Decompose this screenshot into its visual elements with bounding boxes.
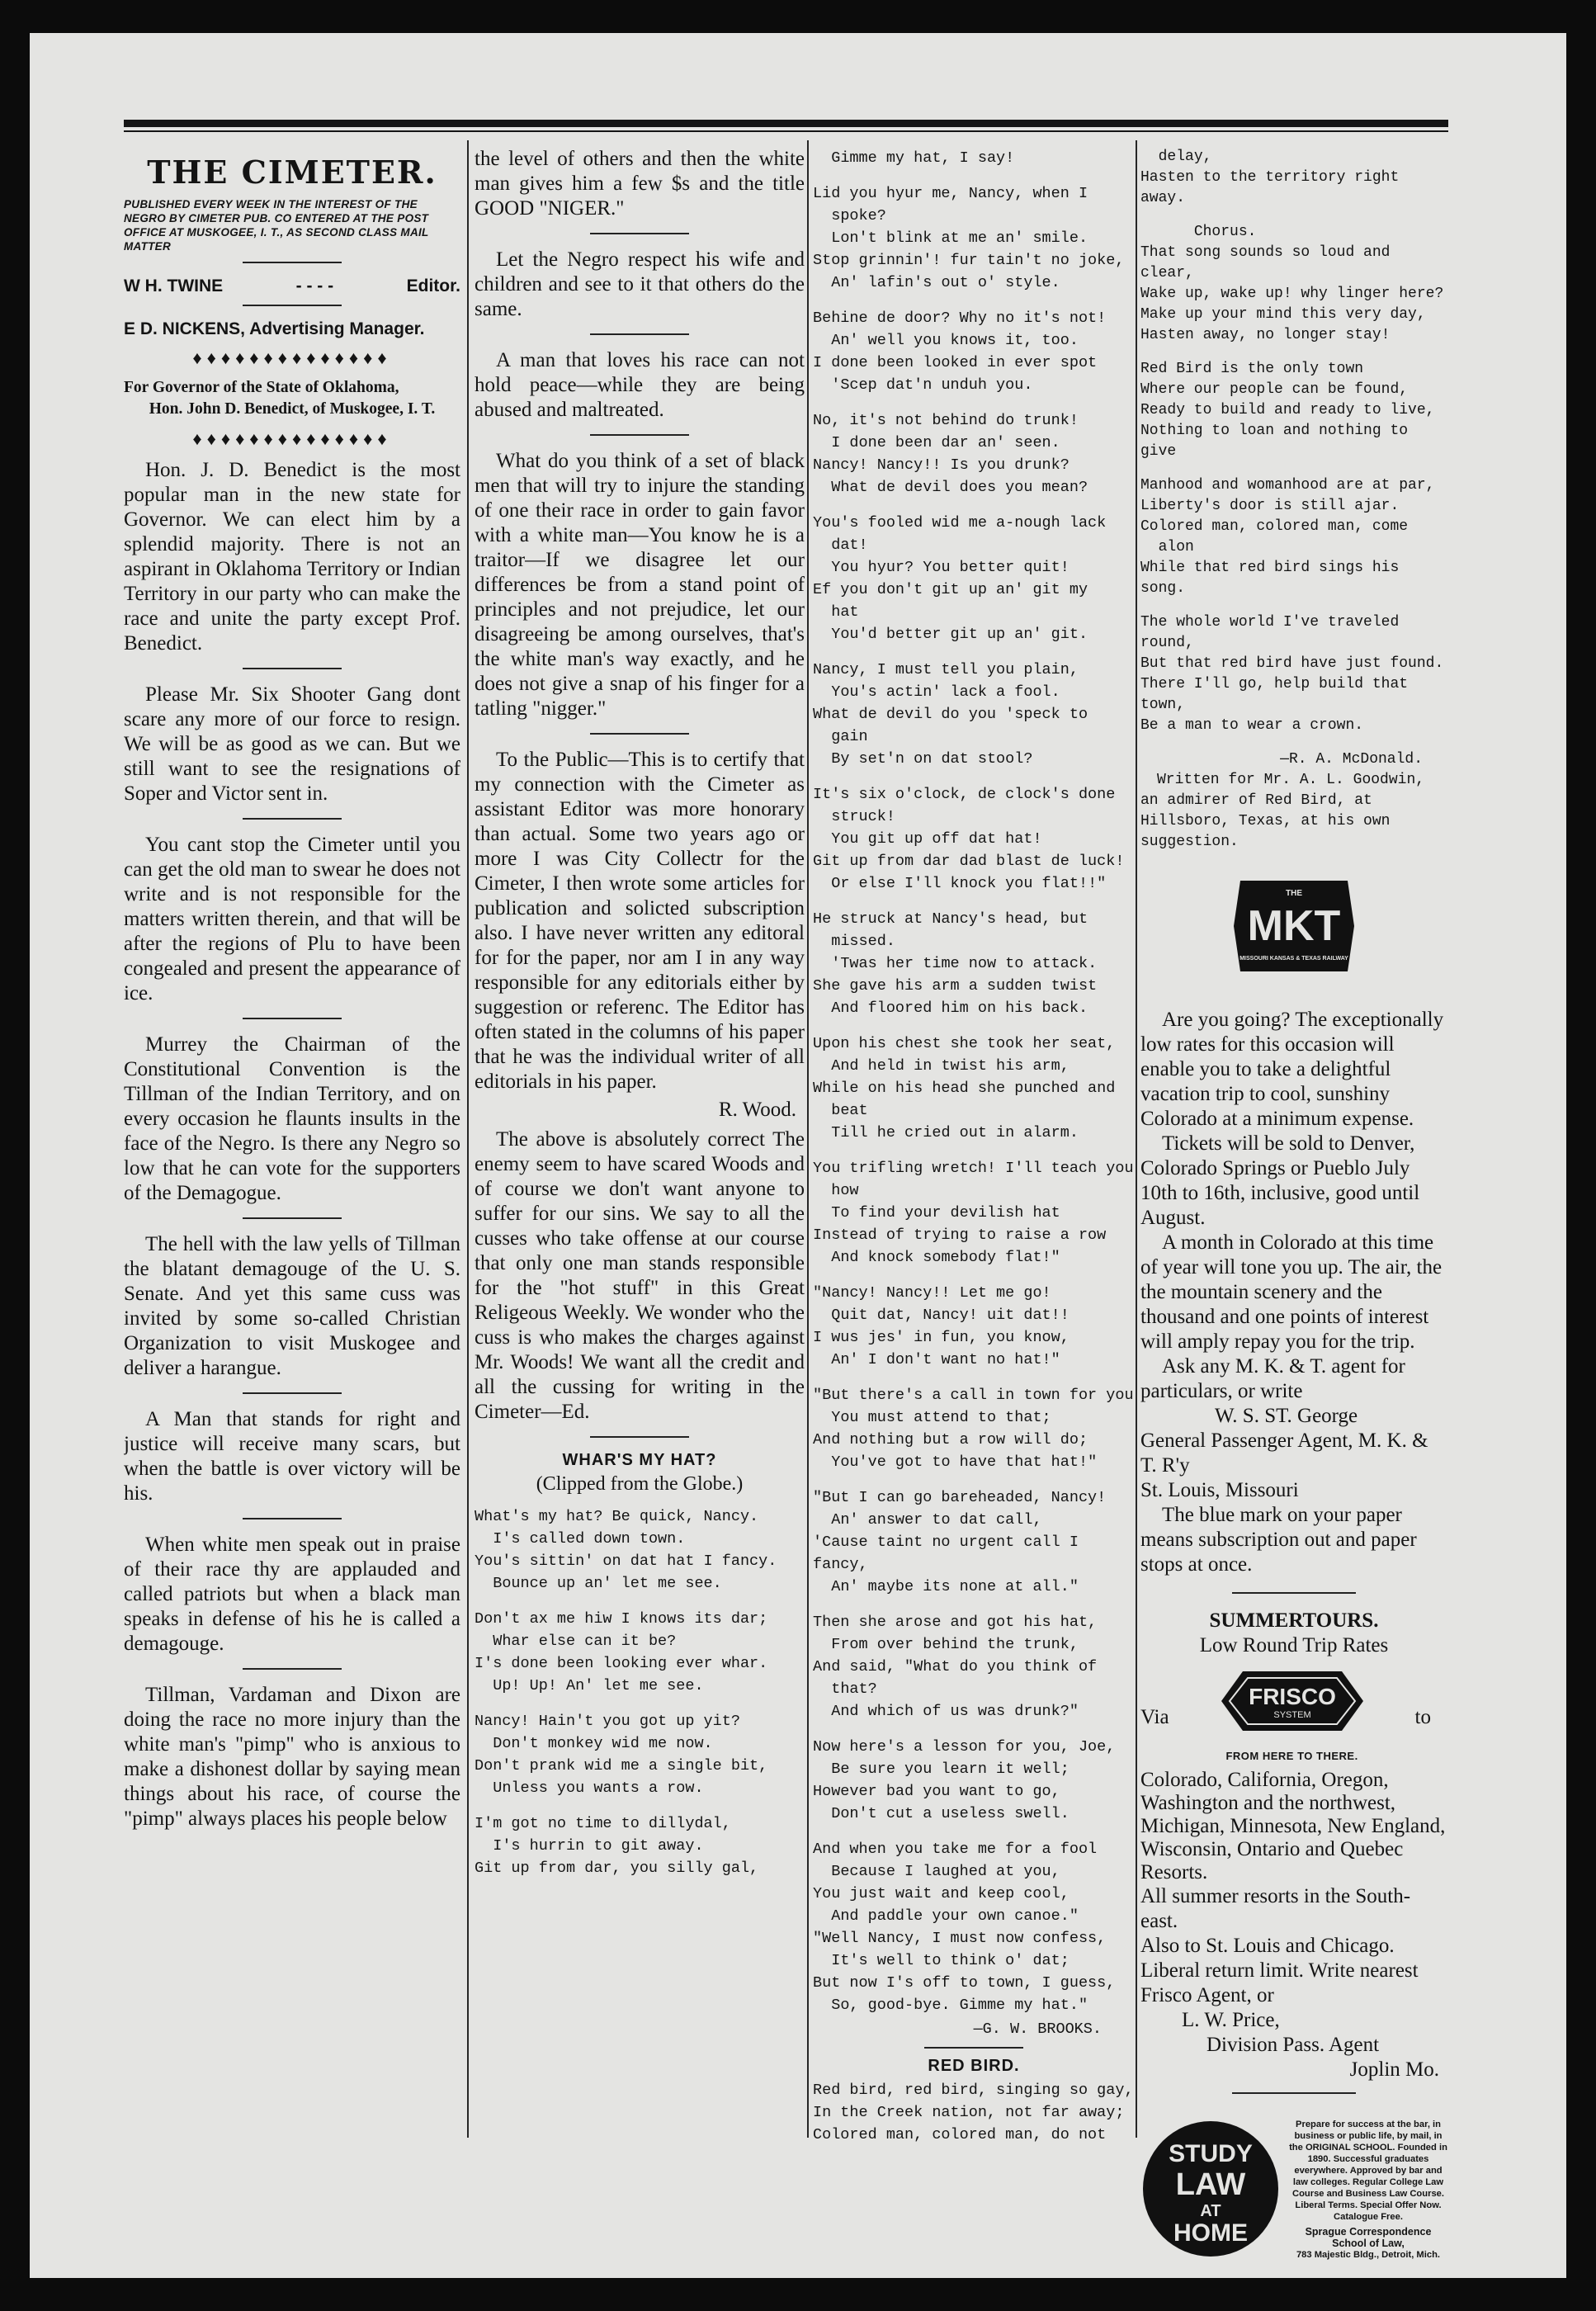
editorial-column <box>124 458 460 1831</box>
frisco-logo-system: SYSTEM <box>1273 1710 1311 1720</box>
poem-stanza: You's fooled wid me a-nough lack dat! You hyur? You better quit! Ef you don't git up an' git my hat You'd better git up an' git. <box>813 514 1107 643</box>
study-logo-line: AT <box>1200 2202 1221 2220</box>
mkt-ad-paragraph: Are you going? The exceptionally low rates for this occasion will enable you to take a delightful vacation trip to cool, sunshiny Colorado at a minimum expense. <box>1140 1009 1444 1130</box>
editor-line <box>124 276 460 296</box>
poem-text <box>813 2079 1135 2146</box>
mkt-contact: W. S. ST. George <box>1215 1405 1358 1427</box>
masthead-title: THE CIMETER. <box>147 154 437 191</box>
frisco-logo-text: FRISCO <box>1248 1684 1336 1709</box>
top-rule-thin <box>124 130 1448 132</box>
mkt-ad-paragraph: Ask any M. K. & T. agent for particulars, or write <box>1140 1355 1405 1402</box>
ad-manager: E D. NICKENS, Advertising Manager. <box>124 319 425 338</box>
editor-dots: - - - - <box>295 276 334 295</box>
ad-manager-line <box>124 319 460 339</box>
column-1 <box>124 147 460 2261</box>
governor-line: For Governor of the State of Oklahoma, <box>124 379 399 396</box>
frisco-tagline: FROM HERE TO THERE. <box>1225 1750 1358 1762</box>
poem-stanza: Manhood and womanhood are at par, Liberty's door is still ajar. Colored man, colored man, come alon While that red bird sings his song. <box>1140 477 1435 597</box>
frisco-line: All summer resorts in the South-east. <box>1140 1885 1411 1932</box>
editorial-continuation: the level of others and then the white man gives him a few $s and the title GOOD "NIGER." <box>475 148 805 220</box>
study-law-logo-icon <box>1140 2119 1281 2259</box>
frisco-line: Liberal return limit. Write nearest Frisco Agent, or <box>1140 1959 1419 2006</box>
mkt-contact-title: General Passenger Agent, M. K. & T. R'y <box>1140 1430 1428 1477</box>
diamond-row: ♦♦♦♦♦♦♦♦♦♦♦♦♦♦ <box>192 428 392 449</box>
poem-stanza: No, it's not behind do trunk! I done been dar an' seen. Nancy! Nancy!! Is you drunk? What de devil does you mean? <box>813 412 1088 496</box>
poem-stanza: Behine de door? Why no it's not! An' well you knows it, too. I done been looked in ever spot 'Scep dat'n unduh you. <box>813 310 1107 394</box>
governor-name: Hon. John D. Benedict, of Muskogee, I. T. <box>149 400 436 418</box>
poem-stanza: And when you take me for a fool Because I laughed at you, You just wait and keep cool, And paddle your own canoe." "Well Nancy, I must now confess, It's well to think o' dat; But now I's off to town, I guess, So, good-bye. Gimme my hat." <box>813 1841 1116 2014</box>
divider <box>590 1436 689 1438</box>
divider <box>243 1392 342 1394</box>
poem-stanza: Lid you hyur me, Nancy, when I spoke? Lon't blink at me an' smile. Stop grinnin'! fur tain't no joke, An' lafin's out o' style. <box>813 185 1125 291</box>
mkt-logo-bottom: MISSOURI KANSAS & TEXAS RAILWAY <box>1239 956 1348 962</box>
column-separator <box>467 140 469 2138</box>
frisco-logo-row <box>1140 1666 1447 1769</box>
study-logo-line: HOME <box>1173 2219 1248 2247</box>
divider <box>590 333 689 335</box>
poem-stanza: "But there's a call in town for you You must attend to that; And nothing but a row will do; You've got to have that hat!" <box>813 1387 1134 1471</box>
mkt-logo-top: THE <box>1286 889 1302 898</box>
editorial-item: Let the Negro respect his wife and children and see to it that others do the same. <box>475 248 805 320</box>
editorial-item: You cant stop the Cimeter until you can get the old man to swear he does not write and is not responsible for the matters written therein, and that will be after the regions of Plu to have been congealed and present the appearance of ice. <box>124 834 460 1004</box>
summer-sub: Low Round Trip Rates <box>1199 1634 1389 1656</box>
editorial-item: Murrey the Chairman of the Constitutional Convention is the Tillman of the Indian Territory, and on every occasion he flaunts insults in the face of the Negro. Is there any Negro so low that he can vote for the supporters of the Demagogue. <box>124 1033 460 1204</box>
poem-stanza: Red bird, red bird, singing so gay, In the Creek nation, not far away; Colored man, colored man, do not <box>813 2082 1134 2143</box>
poem-text <box>475 1505 805 1879</box>
poem-stanza: Upon his chest she took her seat, And held in twist his arm, While on his head she punched and beat Till he cried out in alarm. <box>813 1035 1116 1141</box>
mkt-ad-paragraph: Tickets will be sold to Denver, Colorado Springs or Pueblo July 10th to 16th, inclusive, good until August. <box>1140 1132 1420 1229</box>
frisco-agent: L. W. Price, <box>1182 2009 1280 2031</box>
top-rule <box>124 120 1448 127</box>
frisco-ad <box>1140 1609 1447 2082</box>
poem-author: —R. A. McDonald. <box>1280 751 1423 768</box>
editorial-item: What do you think of a set of black men that will try to injure the standing of one their race in order to gain favor with a white man—You know he is a traitor—If we disagree let our differences be from a stand point of principles and not prejudice, let our disagreeing be among ourselves, that's the white man's way exactly, and he does not give a snap of his finger for a tatling "nigger." <box>475 450 805 720</box>
divider <box>243 1217 342 1219</box>
poem-stanza: Nancy! Hain't you got up yit? Don't monkey wid me now. Don't prank wid me a single bit, Unless you wants a row. <box>475 1713 768 1797</box>
poem-author: —G. W. BROOKS. <box>973 2020 1102 2038</box>
summer-title: SUMMERTOURS. <box>1209 1609 1379 1632</box>
poem-stanza: delay, Hasten to the territory right away. <box>1140 149 1400 206</box>
mkt-ad <box>1140 1008 1447 1577</box>
poem-stanza: Then she arose and got his hat, From over behind the trunk, And said, "What do you think of that? And which of us was drunk?" <box>813 1614 1098 1720</box>
poem-stanza: Gimme my hat, I say! <box>813 149 1015 167</box>
poem-stanza: I'm got no time to dillydal, I's hurrin to git away. Git up from dar, you silly gal, <box>475 1815 759 1877</box>
divider <box>924 2047 1023 2049</box>
poem-stanza: Red Bird is the only town Where our people can be found, Ready to build and ready to live, Nothing to loan and nothing to give <box>1140 361 1435 460</box>
poem-title: WHAR'S MY HAT? <box>562 1451 717 1469</box>
frisco-logo-icon <box>1218 1666 1367 1736</box>
study-law-name: Sprague Correspondence School of Law, <box>1305 2226 1432 2249</box>
editorial-item: Hon. J. D. Benedict is the most popular man in the new state for Governor. We can elect him by a splendid majority. There is not an aspirant in Oklahoma Territory or Indian Territory in our party who can make the race and unite the party except Prof. Benedict. <box>124 459 460 655</box>
poem-stanza: Don't ax me hiw I knows its dar; Whar else can it be? I's done been looking ever whar. Up! Up! An' let me see. <box>475 1610 768 1694</box>
column-3 <box>813 147 1135 2261</box>
editorial-item: A man that loves his race can not hold peace—while they are being abused and maltreated. <box>475 349 805 421</box>
editorial-item: The hell with the law yells of Tillman the blatant demagouge of the U. S. Senate. And yet this same cuss was invited by some so-called Christian Organization to visit Muskogee and deliver a harangue. <box>124 1233 460 1379</box>
column-separator <box>807 140 809 2138</box>
study-logo-line: LAW <box>1175 2167 1246 2202</box>
divider <box>590 233 689 234</box>
column-4 <box>1140 147 1447 2261</box>
poem-stanza: "But I can go bareheaded, Nancy! An' answer to dat call, 'Cause taint no urgent call I fancy, An' maybe its none at all." <box>813 1489 1107 1595</box>
masthead-note: PUBLISHED EVERY WEEK IN THE INTEREST OF THE NEGRO BY CIMETER PUB. CO ENTERED AT THE POST OFFICE AT MUSKOGEE, I. T., AS SECOND CLASS MAIL MATTER <box>124 198 429 253</box>
poem-stanza: He struck at Nancy's head, but missed. 'Twas her time now to attack. She gave his arm a sudden twist And floored him on his back. <box>813 910 1098 1017</box>
divider <box>590 733 689 735</box>
editor-name: W H. TWINE <box>124 276 224 295</box>
divider <box>243 1018 342 1019</box>
editorial-item: Please Mr. Six Shooter Gang dont scare any more of our force to resign. We will be as good as we can. But we still want to see the resignations of Soper and Victor sent in. <box>124 683 460 805</box>
study-law-ad <box>1140 2119 1447 2261</box>
frisco-city: Joplin Mo. <box>1349 2058 1439 2081</box>
study-law-text <box>1289 2119 1447 2261</box>
divider <box>243 262 342 263</box>
diamond-row: ♦♦♦♦♦♦♦♦♦♦♦♦♦♦ <box>192 347 392 368</box>
divider <box>243 1668 342 1670</box>
mkt-logo-text: MKT <box>1247 902 1341 950</box>
editorial-item: A Man that stands for right and justice will receive many scars, but when the battle is over victory will be his. <box>124 1408 460 1505</box>
editor-role: Editor. <box>406 276 460 295</box>
mkt-city: St. Louis, Missouri <box>1140 1479 1299 1501</box>
mkt-logo <box>1140 864 1447 988</box>
divider <box>243 668 342 669</box>
via-label: Via <box>1140 1706 1169 1728</box>
poem-note: Written for Mr. A. L. Goodwin, an admirer of Red Bird, at Hillsboro, Texas, at his own suggestion. <box>1140 772 1433 850</box>
poem-stanza: It's six o'clock, de clock's done struck! You git up off dat hat! Git up from dar dad blast de luck! Or else I'll knock you flat!!" <box>813 786 1125 892</box>
divider <box>243 305 342 306</box>
public-notice: To the Public—This is to certify that my connection with the Cimeter as assistant Editor was more honorary than actual. Some two years ago or more I was City Collectr for the Cimeter, I then wrote some articles for publication and solicted subscription also. I have never written any editoral for for the paper, nor am I in any way responsible for any editorials either by suggestion or referenc. The Editor has often stated in the columns of his paper that he was the individual writer of all editorials in his paper. <box>475 749 805 1093</box>
divider <box>243 818 342 820</box>
poem-stanza: The whole world I've traveled round, But that red bird have just found. There I'll go, help build that town, Be a man to wear a crown. <box>1140 614 1444 734</box>
mkt-logo-icon <box>1224 864 1364 988</box>
editorial-item: When white men speak out in praise of their race thy are applauded and called patriots but when a black man speaks in defense of his he is called a demagouge. <box>124 1534 460 1655</box>
study-law-body: Prepare for success at the bar, in business or public life, by mail, in the ORIGINAL SCHOOL. Founded in 1890. Successful graduates everywhere. Approved by bar and law colleges. Regular College Law Course and Business Law Course. Liberal Terms. Special Offer Now. Catalogue Free. <box>1289 2120 1447 2222</box>
divider <box>1232 1592 1356 1594</box>
to-label: to <box>1414 1706 1431 1728</box>
poem-text-continued <box>1140 147 1447 853</box>
frisco-agent-title: Division Pass. Agent <box>1206 2034 1380 2056</box>
editor-reply: The above is absolutely correct The enemy seem to have scared Woods and of course we don't want anyone to suffer for our sins. We say to all the cusses who take offense at our course that only one man stands responsible for the "hot stuff" in this Great Religeous Weekly. We wonder who the cuss is who makes the charges against Mr. Woods! We want all the credit and all the cussing for writing in the Cimeter—Ed. <box>475 1128 805 1423</box>
poem-stanza: Nancy, I must tell you plain, You's actin' lack a fool. What de devil do you 'speck to gain By set'n on dat stool? <box>813 661 1088 768</box>
poem-stanza: "Nancy! Nancy!! Let me go! Quit dat, Nancy! uit dat!! I wus jes' in fun, you know, An' I don't want no hat!" <box>813 1284 1070 1368</box>
poem-text-continued <box>813 147 1135 2040</box>
frisco-destinations: Colorado, California, Oregon, Washington and the northwest, Michigan, Minnesota, New England, Wisconsin, Ontario and Quebec Resorts. <box>1140 1769 1446 1883</box>
blue-mark-notice: The blue mark on your paper means subscription out and paper stops at once. <box>1140 1504 1417 1576</box>
governor-notice <box>124 377 460 420</box>
poem-stanza: Chorus. That song sounds so loud and clear, Wake up, wake up! why linger here? Make up your mind this very day, Hasten away, no longer stay! <box>1140 224 1444 343</box>
notice-signature: R. Wood. <box>718 1099 796 1121</box>
frisco-line: Also to St. Louis and Chicago. <box>1140 1935 1395 1957</box>
study-logo-line: STUDY <box>1169 2140 1253 2167</box>
column-2 <box>475 147 805 2261</box>
column-separator <box>1136 140 1137 2138</box>
poem-stanza: What's my hat? Be quick, Nancy. I's called down town. You's sittin' on dat hat I fancy. Bounce up an' let me see. <box>475 1508 777 1592</box>
frisco-logo <box>1218 1666 1367 1769</box>
divider <box>243 1518 342 1519</box>
poem-title: RED BIRD. <box>928 2057 1020 2075</box>
editorial-item: Tillman, Vardaman and Dixon are doing the race no more injury than the white man's "pimp" who is anxious to make a dishonest dollar by saying mean things about his race, of course the "pimp" always places his people below <box>124 1684 460 1830</box>
poem-stanza: You trifling wretch! I'll teach you how To find your devilish hat Instead of trying to raise a row And knock somebody flat!" <box>813 1160 1134 1266</box>
poem-source: (Clipped from the Globe.) <box>536 1473 744 1495</box>
study-law-address: 783 Majestic Bldg., Detroit, Mich. <box>1296 2250 1441 2260</box>
poem-stanza: Now here's a lesson for you, Joe, Be sure you learn it well; However bad you want to go, Don't cut a useless swell. <box>813 1738 1116 1822</box>
divider <box>590 434 689 436</box>
mkt-ad-paragraph: A month in Colorado at this time of year will tone you up. The air, the the mountain scenery and the thousand and one points of interest will amply repay you for the trip. <box>1140 1231 1443 1353</box>
divider <box>1232 2092 1356 2094</box>
